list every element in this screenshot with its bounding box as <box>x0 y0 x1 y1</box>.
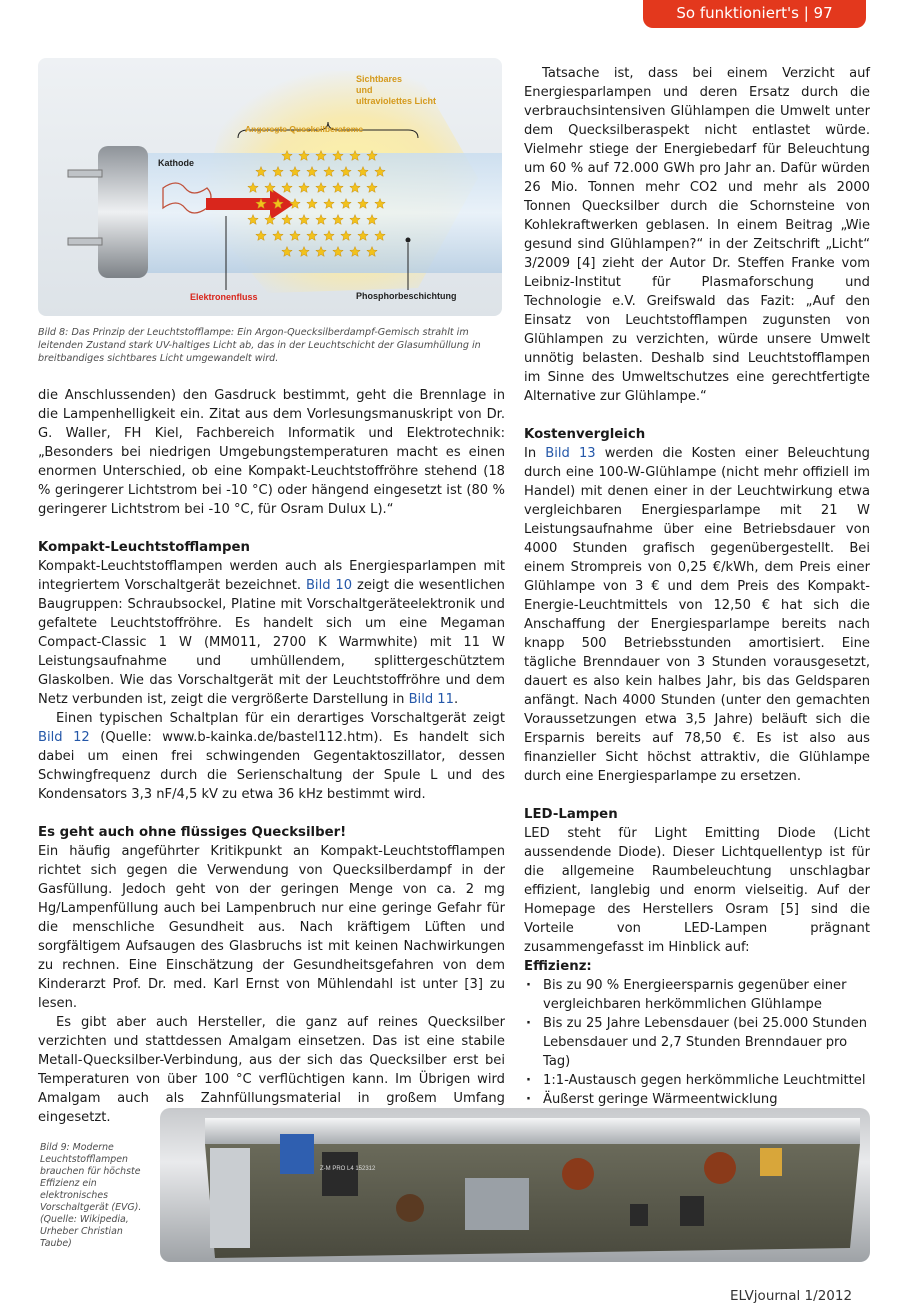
heading-led-lamps: LED-Lampen <box>524 807 618 822</box>
label-light-2: und <box>356 85 373 95</box>
left-paragraph-3 <box>38 709 505 804</box>
efficiency-list <box>524 976 870 1109</box>
ic-chip <box>680 1196 704 1226</box>
right-column <box>524 64 870 1166</box>
pin-top <box>68 170 102 177</box>
list-item: · 1:1-Austausch gegen herkömmliche Leuchtmittel <box>524 1071 870 1090</box>
figure-ballast-photo <box>160 1108 870 1262</box>
right-paragraph-1: Tatsache ist, dass bei einem Verzicht auf Energiesparlampen und deren Ersatz durch die verbrauchsintensiven Glühlampen die Umwelt unter dem Quecksilberaspekt nicht entlastet würde. Vielmehr stiege der Energiebedarf für Beleuchtung um 60 % auf 72.000 GWh pro Jahr an. Dafür würden 26 Mio. Tonnen mehr CO2 und mehr als 2000 Tonnen Quecksilber durch die Schornsteine von Kohlekraftwerken geblasen. In einem Beitrag „Wie gesund sind Glühlampen?“ in der Zeitschrift „Licht“ 3/2009 [4] zieht der Autor Dr. Steffen Franke vom Leibniz-Institut für Plasmaforschung und Technologie e.V. Greifswald das Fazit: „Auf den Einsatz von Leuchtstofflampen zugunsten von Glühlampen zu verzichten, würde unsere Umwelt unnötig belasten. Deshalb sind Leuchtstofflampen im Sinne des Umweltschutzes eine gerechtfertigte Alternative zur Glühlampe.“ <box>524 66 870 404</box>
left-paragraph-5: Es gibt aber auch Hersteller, die ganz auf reines Quecksilber verzichten und stattdessen Amalgam einsetzen. Das ist eine stabile Metall-Quecksilber-Verbindung, aus der sich das Quecksilber erst bei Temperaturen von über 100 °C verflüchtigen kann. Im Übrigen wird Amalgam auch als Zahnfüllungsmaterial in großem Umfang eingesetzt. <box>38 1015 505 1125</box>
coil <box>704 1152 736 1184</box>
text-run: zeigt die wesentlichen Baugruppen: Schraubsockel, Platine mit Vorschaltgeräteelektronik und gefaltete Leuchtstoffröhre. Es handelt sich um eine Megaman Compact-Classic 1 W (MM011, 2700 K Warmwhite) mit 11 W Leistungsaufnahme und umhüllendem, splittergeschütztem Glaskolben. Wie das Vorschaltgerät mit der Leuchtstoffröhre und dem Netz verbunden ist, zeigt die vergrößerte Darstellung in <box>38 578 505 707</box>
electronic-ballast-illustration <box>160 1108 870 1262</box>
text-run: Einen typischen Schaltplan für ein derartiges Vorschaltgerät zeigt <box>56 711 505 726</box>
left-paragraph-2 <box>38 557 505 709</box>
transformer <box>322 1152 358 1196</box>
list-item: · Äußerst geringe Wärmeentwicklung <box>524 1090 870 1109</box>
figure8-caption: Bild 8: Das Prinzip der Leuchtstofflampe: Ein Argon-Quecksilberdampf-Gemisch strahlt im leitenden Zustand stark UV-haltiges Licht ab, das in der Leuchtschicht der Glasumhüllung in breitbandiges sichtbares Licht umgewandelt wird. <box>38 327 481 364</box>
right-paragraph-3: LED steht für Light Emitting Diode (Licht aussendende Diode). Dieser Lichtquellentyp ist für die allgemeine Raumbeleuchtung unschlagbar effizient, langlebig und enorm vielseitig. Auf der Homepage des Herstellers Osram [5] sind die Vorteile von LED-Lampen prägnant zusammengefasst im Hinblick auf: <box>524 826 870 955</box>
list-item: · Bis zu 90 % Energieersparnis gegenüber einer vergleichbaren herkömmlichen Glühlampe <box>524 976 870 1014</box>
link-bild-10[interactable]: Bild 10 <box>305 578 353 593</box>
text-run: Kompakt-Leuchtstofflampen werden auch als Energiesparlampen mit integriertem Vorschaltgerät bezeichnet. <box>38 559 505 593</box>
label-light-1: Sichtbares <box>356 74 403 84</box>
link-bild-12[interactable]: Bild 12 <box>38 730 90 745</box>
link-bild-11[interactable]: Bild 11 <box>408 692 454 707</box>
lamp-end-cap <box>98 146 148 278</box>
heading-efficiency: Effizienz: <box>524 959 592 974</box>
inductor <box>396 1194 424 1222</box>
label-electrons: Elektronenfluss <box>190 292 258 302</box>
capacitor-blue <box>280 1134 314 1174</box>
figure9-caption: Bild 9: Moderne Leuchtstofflampen brauchen für höchste Effizienz ein elektronisches Vorschaltgerät (EVG). (Quelle: Wikipedia, Urheber Christian Taube) <box>40 1142 142 1249</box>
label-phosphor: Phosphorbeschichtung <box>356 291 457 301</box>
heading-cost-comparison: Kostenvergleich <box>524 427 646 442</box>
left-paragraph-1: die Anschlussenden) den Gasdruck bestimmt, geht die Brennlage in die Lampenhelligkeit ein. Zitat aus dem Vorlesungsmanuskript von Dr. G. Waller, FH Kiel, Fachbereich Informatik und Elektrotechnik: „Besonders bei niedrigen Umgebungstemperaturen macht es einen enormen Unterschied, ob eine Kompakt-Leuchtstoffröhre stehend (18 % geringerer Lichtstrom bei -10 °C) oder hängend eingesetzt ist (80 % geringerer Lichtstrom bei -10 °C, für Osram Dulux L).“ <box>38 388 505 517</box>
text-run: In <box>524 446 546 461</box>
text-run: (Quelle: www.b-kainka.de/bastel112.htm). Es handelt sich dabei um einen frei schwingenden Gegentaktoszillator, dessen Schwingfrequenz durch die Serienschaltung der Spule L und des Kondensators 3,3 nF/4,5 kV zu etwa 36 kHz bestimmt wird. <box>38 730 505 802</box>
figure-fluorescent-lamp <box>38 58 502 316</box>
journal-footer: ELVjournal 1/2012 <box>730 1288 853 1304</box>
left-paragraph-4: Ein häufig angeführter Kritikpunkt an Kompakt-Leuchtstofflampen richtet sich gegen die Verwendung von Quecksilberdampf in der Gasfüllung. Jedoch geht von der geringen Menge von ca. 2 mg Hg/Lampenfüllung auch bei Lampenbruch nur eine geringe Gefahr für die menschliche Gesundheit aus. Nach kräftigem Lüften und sorgfältigem Aufsaugen des Glasbruchs ist mit keinen Nachwirkungen zu rechnen. Eine Einschätzung der Gesundheitsgefahren von dem Kinderarzt Prof. Dr. med. Karl Ernst von Mühlendahl ist unter [3] zu lesen. <box>38 844 505 1011</box>
pin-bottom <box>68 238 102 245</box>
list-item: · Bis zu 25 Jahre Lebensdauer (bei 25.000 Stunden Lebensdauer und 2,7 Stunden Brenndauer pro Tag) <box>524 1014 870 1071</box>
label-light-3: ultraviolettes Licht <box>356 96 437 106</box>
heatsink <box>465 1178 529 1230</box>
heading-mercury: Es geht auch ohne flüssiges Quecksilber! <box>38 825 347 840</box>
fluorescent-lamp-diagram <box>38 58 502 316</box>
heading-compact-lamps: Kompakt-Leuchtstofflampen <box>38 540 251 555</box>
capacitor-yellow <box>760 1148 782 1176</box>
right-paragraph-2 <box>524 444 870 786</box>
section-tab: So funktioniert's | 97 <box>643 0 866 28</box>
text-run: werden die Kosten einer Beleuchtung durch eine 100-W-Glühlampe (nicht mehr offiziell im Handel) mit denen einer in der Leuchtwirkung etwa vergleichbaren Energiesparlampe mit 21 W Leistungsaufnahme über eine Betriebsdauer von 4000 Stunden grafisch gegenübergestellt. Bei einem Strompreis von 0,25 €/kWh, dem Preis einer Glühlampe von 3 € und dem Preis des Kompakt-Energie-Leuchtmittels von 12,50 € hat sich die Anschaffung der Energiesparlampe bereits nach knapp 500 Betriebsstunden amortisiert. Eine tägliche Brenndauer von 3 Stunden vorausgesetzt, dauert es also kein halbes Jahr, bis das Geldsparen anfängt. Nach 4000 Stunden (unter den gemachten Voraussetzungen etwa 3,5 Jahre) beläuft sich die Ersparnis bereits auf 78,50 €. Es ist also aus finanzieller Sicht höchst attraktiv, die Glühlampe durch eine Energiesparlampe zu ersetzen. <box>524 446 870 784</box>
end-cap <box>210 1148 250 1248</box>
chip-label: Z-M PRO L4 152312 <box>320 1166 376 1172</box>
label-cathode: Kathode <box>158 158 194 168</box>
link-bild-13[interactable]: Bild 13 <box>545 446 596 461</box>
left-column <box>38 386 505 1127</box>
label-atoms: Angeregte Quecksilberatome <box>245 124 364 134</box>
text-run: . <box>453 692 459 707</box>
coil <box>562 1158 594 1190</box>
ic-chip <box>630 1204 648 1226</box>
phosphor-dot <box>406 238 411 243</box>
